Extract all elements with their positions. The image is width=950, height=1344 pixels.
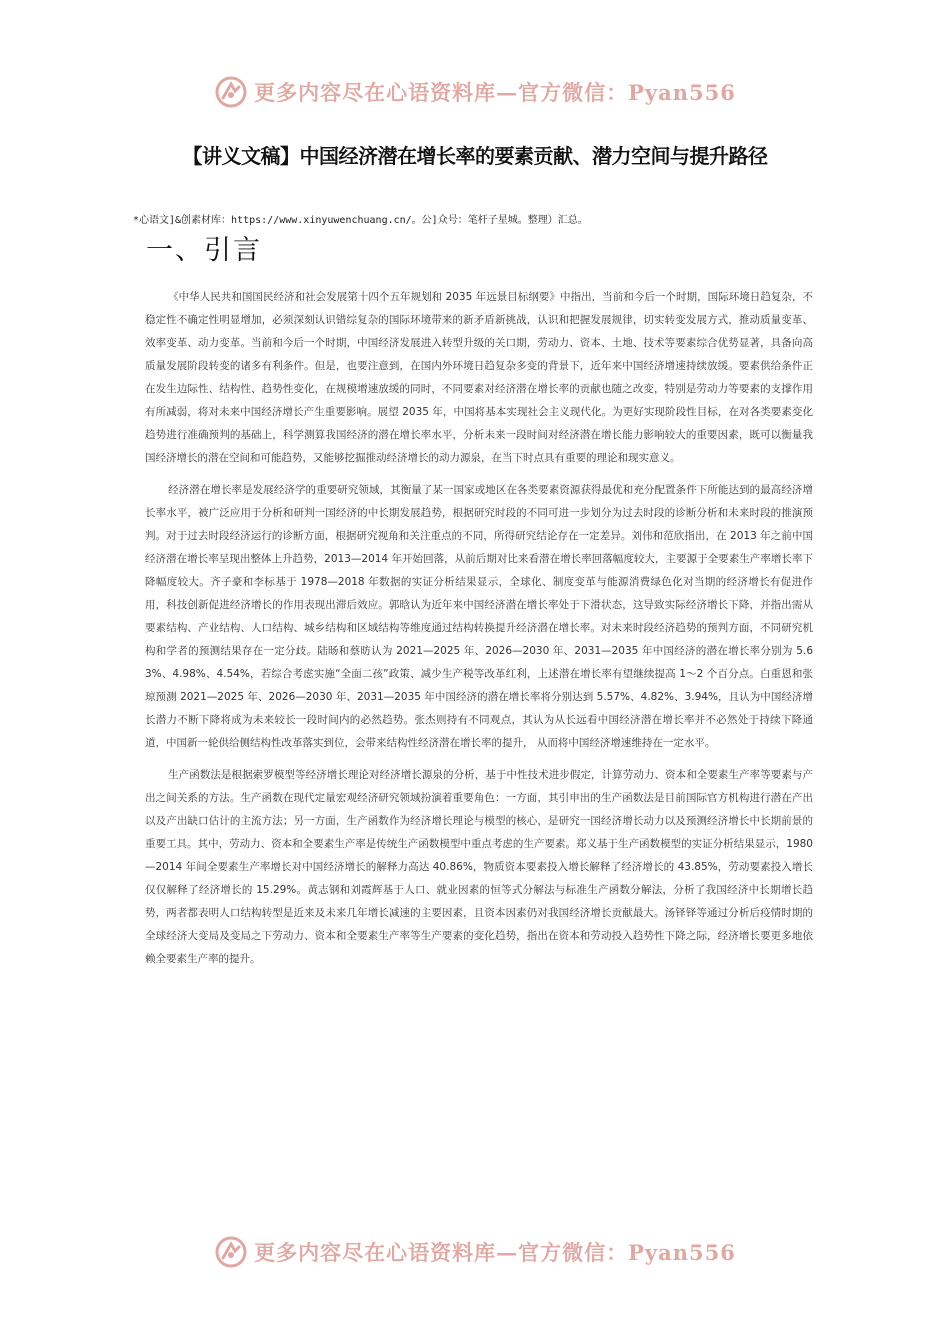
brand-logo-icon xyxy=(214,1235,248,1269)
banner-text: 更多内容尽在心语资料库—官方微信：Pyan556 xyxy=(254,1240,736,1265)
section-heading: 一、引言 xyxy=(146,235,262,266)
paragraph-2: 经济潜在增长率是发展经济学的重要研究领域，其衡量了某一国家或地区在各类要素资源获得最优和充分配置条件下所能达到的最高经济增长率水平，被广泛应用于分析和研判一国经济的中长期发展趋势，根据研究时段的不同可进一步划分为过去时段的诊断分析和未来时段的推演预判。对于过去时段经济运行的诊断方面，根据研究视角和关注重点的不同，所得研究结论存在一定差异。刘伟和范欣指出，在 2013 年之前中国经济潜在增长率呈现出整体上升趋势，2013—2014 年开始回落，从前后期对比来看潜在增长率回落幅度较大，主要源于全要素生产率增长率下降幅度较大。齐子豪和李标基于 1978—2018 年数据的实证分析结果显示，全球化、制度变革与能源消费绿色化对当期的经济增长有促进作用，科技创新促进经济增长的作用表现出滞后效应。郭晗认为近年来中国经济潜在增长率处于下滑状态，这导致实际经济增长下降，并指出需从要素结构、产业结构、人口结构、城乡结构和区域结构等维度通过结构转换提升经济潜在增长率。对未来时段经济趋势的预判方面，不同研究机构和学者的预测结果存在一定分歧。陆旸和蔡昉认为 2021—2025 年、2026—2030 年、2031—2035 年中国经济的潜在增长率分别为 5.63%、4.98%、4.54%，若综合考虑实施“全面二孩”政策、减少生产税等改革红利，上述潜在增长率有望继续提高 1～2 个百分点。白重恩和张琼预测 2021—2025 年、2026—2030 年、2031—2035 年中国经济的潜在增长率将分别达到 5.57%、4.82%、3.94%，且认为中国经济增长潜力不断下降将成为未来较长一段时间内的必然趋势。张杰则持有不同观点，其认为从长远看中国经济潜在增长率并不必然处于持续下降通道，中国新一轮供给侧结构性改革落实到位，会带来结构性经济潜在增长率的提升， 从而将中国经济增速维持在一定水平。 xyxy=(145,484,813,749)
body-text xyxy=(145,286,813,980)
brand-logo-icon xyxy=(214,75,248,109)
banner-text: 更多内容尽在心语资料库—官方微信：Pyan556 xyxy=(254,80,736,105)
bottom-banner xyxy=(0,1230,950,1274)
paragraph-3: 生产函数法是根据索罗模型等经济增长理论对经济增长源泉的分析，基于中性技术进步假定，计算劳动力、资本和全要素生产率等要素与产出之间关系的方法。生产函数在现代定量宏观经济研究领域扮演着重要角色：一方面，其引申出的生产函数法是目前国际官方机构进行潜在产出以及产出缺口估计的主流方法；另一方面，生产函数作为经济增长理论与模型的核心，是研究一国经济增长动力以及预测经济增长中长期前景的重要工具。其中，劳动力、资本和全要素生产率是传统生产函数模型中重点考虑的生产要素。郑义基于生产函数模型的实证分析结果显示，1980—2014 年间全要素生产率增长对中国经济增长的解释力高达 40.86%，物质资本要素投入增长解释了经济增长的 43.85%，劳动要素投入增长仅仅解释了经济增长的 15.29%。黄志钢和刘霞辉基于人口、就业因素的恒等式分解法与标准生产函数分解法，分析了我国经济中长期增长趋势，两者都表明人口结构转型是近来及未来几年增长减速的主要因素，且资本因素仍对我国经济增长贡献最大。汤铎铎等通过分析后疫情时期的全球经济大变局及变局之下劳动力、资本和全要素生产率等生产要素的变化趋势，指出在资本和劳动投入趋势性下降之际，经济增长要更多地依赖全要素生产率的提升。 xyxy=(145,769,813,965)
document-title: 【讲义文稿】中国经济潜在增长率的要素贡献、潜力空间与提升路径 xyxy=(182,144,768,168)
top-banner xyxy=(0,70,950,114)
source-line: *心语文]&创素材库：https://www.xinyuwenchuang.cn/。公]众号：笔杆子星城。整理）汇总。 xyxy=(133,215,588,226)
paragraph-1: 《中华人民共和国国民经济和社会发展第十四个五年规划和 2035 年远景目标纲要》中指出，当前和今后一个时期，国际环境日趋复杂，不稳定性不确定性明显增加，必须深刻认识错综复杂的国际环境带来的新矛盾新挑战，认识和把握发展规律，切实转变发展方式，推动质量变革、效率变革、动力变革。当前和今后一个时期，中国经济发展进入转型升级的关口期，劳动力、资本、土地、技术等要素综合优势显著，具备向高质量发展阶段转变的诸多有利条件。但是，也要注意到，在国内外环境日趋复杂多变的背景下，近年来中国经济增速持续放缓。要素供给条件正在发生边际性、结构性、趋势性变化，在规模增速放缓的同时，不同要素对经济潜在增长率的贡献也随之改变，特别是劳动力等要素的支撑作用有所减弱，将对未来中国经济增长产生重要影响。展望 2035 年，中国将基本实现社会主义现代化。为更好实现阶段性目标，在对各类要素变化趋势进行准确预判的基础上，科学测算我国经济的潜在增长率水平，分析未来一段时间对经济潜在增长能力影响较大的重要因素，既可以衡量我国经济增长的潜在空间和可能趋势，又能够挖掘推动经济增长的动力源泉，在当下时点具有重要的理论和现实意义。 xyxy=(145,291,813,464)
